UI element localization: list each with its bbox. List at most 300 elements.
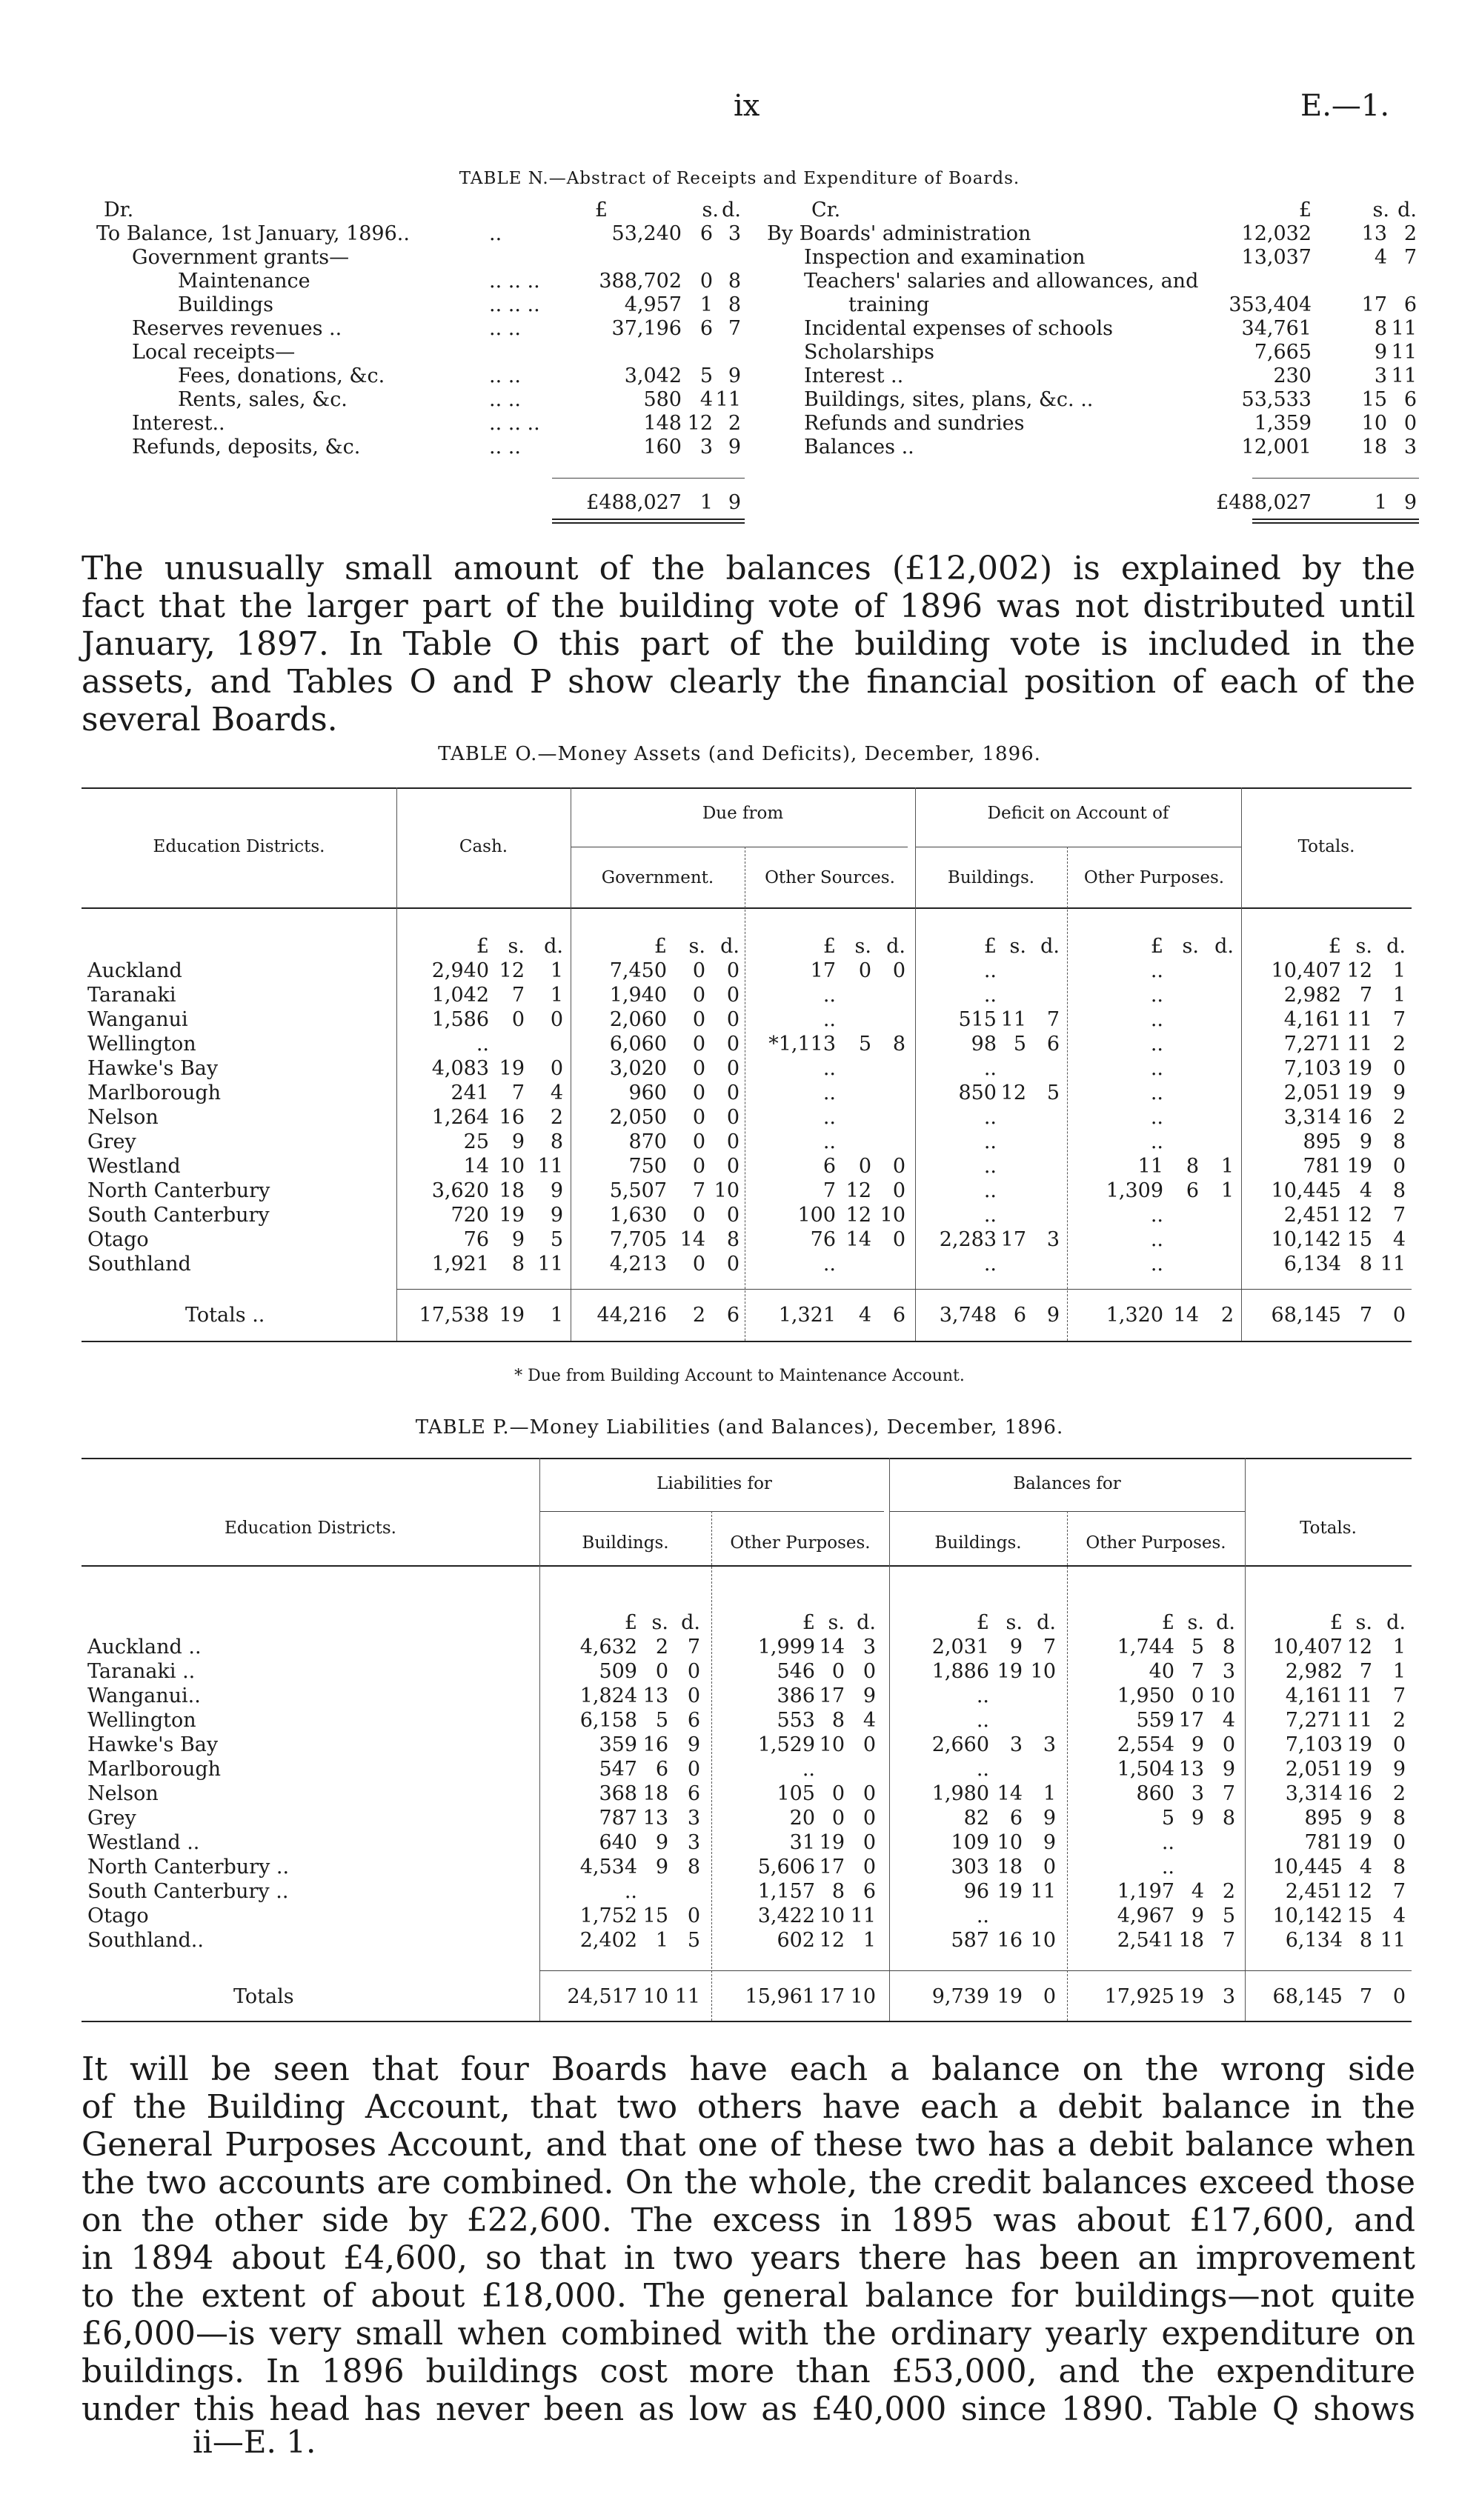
table-p-cell-lo-pounds: 1,999 — [757, 1636, 815, 1659]
table-p-cell-lb-pence: 5 — [687, 1929, 700, 1952]
table-p-cell-lo-shillings: 19 — [819, 1831, 845, 1854]
table-o-cell-total-pounds: 895 — [1303, 1130, 1341, 1153]
table-o-cell-gov-pence: 0 — [726, 959, 740, 982]
table-o-cell-total-pence: 8 — [1392, 1130, 1406, 1153]
table-p-total-bo-pounds: 17,925 — [1104, 1985, 1174, 2008]
dr-row-dots: .. .. — [489, 388, 521, 411]
table-o-cell-gov-pence: 0 — [726, 1057, 740, 1080]
dr-row-label: Buildings — [178, 293, 273, 316]
table-o-title: TABLE O.—Money Assets (and Deficits), December, 1896. — [438, 743, 1041, 765]
table-o-cell-cash-pounds: 720 — [451, 1204, 489, 1227]
table-row-district: North Canterbury .. — [87, 1856, 290, 1879]
table-p-cell-lb-pence: 7 — [687, 1636, 700, 1659]
table-o-cell-other-pence: 0 — [892, 959, 905, 982]
table-p-cell-bb-pounds: 1,886 — [931, 1660, 989, 1683]
table-row-district: Nelson — [87, 1106, 159, 1129]
table-o-cell-gov-pounds: 2,060 — [609, 1008, 667, 1031]
cr-row-shillings: 8 — [1374, 317, 1387, 340]
table-o-cell-gov-pence: 0 — [726, 1204, 740, 1227]
dr-row-pence: 8 — [728, 270, 741, 293]
table-p-cell-lo-shillings: 8 — [831, 1880, 845, 1903]
table-p-cell-lb-shillings: 5 — [655, 1709, 668, 1732]
dr-row-dots: .. .. .. — [489, 270, 540, 293]
dr-row-pounds: 4,957 — [624, 293, 682, 316]
currency-header-shillings: s. — [1006, 1611, 1023, 1634]
table-p-cell-lb-shillings: 16 — [642, 1733, 668, 1756]
table-p-cell-lo-shillings: 10 — [819, 1904, 845, 1927]
table-p-cell-lo-shillings: 17 — [819, 1856, 845, 1879]
table-p-cell-lb-pounds: .. — [624, 1880, 637, 1903]
table-p-cell-lo-pounds: .. — [802, 1758, 815, 1781]
table-o-cell-gov-pounds: 6,060 — [609, 1033, 667, 1056]
dr-row-dots: .. .. — [489, 364, 521, 387]
table-o-cell-total-pence: 0 — [1392, 1155, 1406, 1178]
currency-header-pence: d. — [1386, 1611, 1406, 1634]
table-p-total-lb-shillings: 10 — [642, 1985, 668, 2008]
table-p-cell-total-shillings: 11 — [1346, 1709, 1372, 1732]
table-p-total-bb-pence: 0 — [1043, 1985, 1056, 2008]
table-o-cell-cash-shillings: 0 — [511, 1008, 525, 1031]
table-p-cell-total-pence: 0 — [1392, 1733, 1406, 1756]
table-o-cell-total-pence: 4 — [1392, 1228, 1406, 1251]
currency-header-pence: d. — [1040, 935, 1060, 958]
table-o-total-total-pence: 0 — [1392, 1304, 1406, 1327]
header-buildings: Buildings. — [582, 1533, 669, 1553]
table-p-cell-total-pence: 2 — [1392, 1709, 1406, 1732]
dr-row-shillings: 0 — [699, 270, 713, 293]
currency-header-shillings: s. — [1182, 935, 1199, 958]
currency-header-shillings: s. — [1355, 935, 1372, 958]
table-o-cell-gov-pounds: 3,020 — [609, 1057, 667, 1080]
table-o-cell-build-pence: 7 — [1046, 1008, 1060, 1031]
table-o-cell-other-pence: 8 — [892, 1033, 905, 1056]
table-o-cell-cash-pounds: 25 — [463, 1130, 489, 1153]
table-o-cell-gov-shillings: 0 — [692, 1204, 705, 1227]
table-p-cell-lb-pence: 0 — [687, 1684, 700, 1707]
dr-row-pence: 9 — [728, 436, 741, 459]
table-p-cell-lo-pounds: 31 — [789, 1831, 815, 1854]
table-p-cell-bb-pence: 11 — [1030, 1880, 1056, 1903]
table-p-cell-total-shillings: 4 — [1359, 1856, 1372, 1879]
table-o-cell-gov-shillings: 0 — [692, 1057, 705, 1080]
table-p-cell-bo-shillings: 18 — [1178, 1929, 1204, 1952]
cr-row-pounds: 1,359 — [1254, 412, 1312, 435]
cr-row-pence: 2 — [1403, 222, 1417, 245]
table-o-cell-gov-pence: 0 — [726, 984, 740, 1007]
table-p-cell-lo-pence: 1 — [863, 1929, 876, 1952]
table-row-district: South Canterbury — [87, 1204, 270, 1227]
dr-row-pence: 8 — [728, 293, 741, 316]
table-o-total-gov-pence: 6 — [726, 1304, 740, 1327]
table-o-cell-total-shillings: 12 — [1346, 959, 1372, 982]
table-p-cell-bb-shillings: 14 — [997, 1782, 1023, 1805]
table-o-bottom-rule — [82, 1341, 1412, 1342]
table-p-cell-bo-pounds: 860 — [1136, 1782, 1174, 1805]
cr-row-pence: 0 — [1403, 412, 1417, 435]
table-p-cell-total-pence: 4 — [1392, 1904, 1406, 1927]
header-due-from: Due from — [702, 804, 784, 823]
table-p-cell-lo-pence: 0 — [863, 1831, 876, 1854]
table-o-cell-gov-shillings: 0 — [692, 1253, 705, 1276]
table-p-cell-lb-shillings: 15 — [642, 1904, 668, 1927]
table-p-cell-bo-pounds: 1,744 — [1117, 1636, 1174, 1659]
table-o-cell-gov-pence: 8 — [726, 1228, 740, 1251]
table-p-cell-total-pence: 9 — [1392, 1758, 1406, 1781]
table-o-total-other-pounds: 1,321 — [778, 1304, 836, 1327]
table-p-cell-total-pounds: 781 — [1304, 1831, 1343, 1854]
table-o-cell-build-pounds: .. — [983, 984, 997, 1007]
table-o-total-build-pence: 9 — [1046, 1304, 1060, 1327]
table-p-total-bo-shillings: 19 — [1178, 1985, 1204, 2008]
table-p-cell-lb-pence: 0 — [687, 1904, 700, 1927]
table-p-cell-total-shillings: 16 — [1346, 1782, 1372, 1805]
table-o-cell-otherp-pounds: .. — [1150, 1204, 1163, 1227]
table-o-cell-build-pence: 5 — [1046, 1081, 1060, 1104]
table-p-cell-total-shillings: 8 — [1359, 1929, 1372, 1952]
cr-row-pence: 6 — [1403, 293, 1417, 316]
table-n-title: TABLE N.—Abstract of Receipts and Expenditure of Boards. — [459, 169, 1020, 188]
table-p-cell-total-pounds: 10,407 — [1272, 1636, 1343, 1659]
table-p-cell-lo-shillings: 8 — [831, 1709, 845, 1732]
table-o-cell-build-pounds: .. — [983, 1253, 997, 1276]
table-p-total-lo-pence: 10 — [850, 1985, 876, 2008]
table-o-cell-total-pounds: 2,451 — [1283, 1204, 1341, 1227]
table-o-cell-cash-pounds: .. — [476, 1033, 489, 1056]
dr-total-pounds: £488,027 — [586, 491, 682, 514]
table-p-cell-lb-shillings: 9 — [655, 1856, 668, 1879]
dr-row-dots: .. .. .. — [489, 412, 540, 435]
table-o-cell-gov-shillings: 0 — [692, 1106, 705, 1129]
cr-total-shillings: 1 — [1374, 491, 1387, 514]
table-o-cell-gov-shillings: 0 — [692, 984, 705, 1007]
table-p-cell-bo-pounds: 5 — [1161, 1807, 1174, 1830]
table-o-cell-gov-pounds: 7,705 — [609, 1228, 667, 1251]
table-row-district: Wellington — [87, 1709, 196, 1732]
table-o-cell-build-pence: 3 — [1046, 1228, 1060, 1251]
table-o-cell-total-pence: 11 — [1380, 1253, 1406, 1276]
table-o-cell-cash-pounds: 1,042 — [431, 984, 489, 1007]
table-p-cell-bo-pounds: 4,967 — [1117, 1904, 1174, 1927]
table-p-cell-lb-pounds: 368 — [599, 1782, 637, 1805]
cr-row-pounds: 53,533 — [1241, 388, 1312, 411]
table-p-cell-lb-pence: 0 — [687, 1758, 700, 1781]
table-p-cell-lo-pounds: 386 — [777, 1684, 815, 1707]
table-o-cell-other-shillings: 0 — [858, 959, 871, 982]
table-o-total-otherp-shillings: 14 — [1173, 1304, 1199, 1327]
table-o-cell-cash-shillings: 9 — [511, 1130, 525, 1153]
table-p-cell-lo-shillings: 0 — [831, 1660, 845, 1683]
table-o-cell-build-pence: 6 — [1046, 1033, 1060, 1056]
currency-header-shillings: s. — [828, 1611, 845, 1634]
table-o-total-gov-shillings: 2 — [692, 1304, 705, 1327]
table-row-district: Hawke's Bay — [87, 1057, 219, 1080]
table-o-cell-total-shillings: 11 — [1346, 1008, 1372, 1031]
table-row-district: Otago — [87, 1904, 149, 1927]
table-o-cell-cash-pence: 0 — [550, 1057, 563, 1080]
header-deficit: Deficit on Account of — [987, 804, 1169, 823]
table-o-cell-total-shillings: 9 — [1359, 1130, 1372, 1153]
table-o-cell-cash-shillings: 8 — [511, 1253, 525, 1276]
table-o-cell-total-shillings: 15 — [1346, 1228, 1372, 1251]
table-p-title: TABLE P.—Money Liabilities (and Balances), December, 1896. — [415, 1416, 1064, 1439]
table-p-cell-lb-shillings: 0 — [655, 1660, 668, 1683]
table-p-cell-lb-pounds: 359 — [599, 1733, 637, 1756]
table-p-cell-bb-shillings: 18 — [997, 1856, 1023, 1879]
table-p-cell-lo-pence: 9 — [863, 1684, 876, 1707]
table-o-cell-other-shillings: 12 — [845, 1179, 871, 1202]
currency-header-pounds: £ — [822, 935, 836, 958]
dr-row-pounds: 160 — [643, 436, 682, 459]
table-p-total-lb-pence: 11 — [674, 1985, 700, 2008]
table-o-cell-total-shillings: 19 — [1346, 1057, 1372, 1080]
table-o-cell-cash-pounds: 14 — [463, 1155, 489, 1178]
dr-row-pounds: 388,702 — [599, 270, 682, 293]
cr-row-shillings: 3 — [1374, 364, 1387, 387]
table-o-cell-total-pence: 2 — [1392, 1033, 1406, 1056]
table-p-cell-bo-pence: 2 — [1222, 1880, 1235, 1903]
table-o-cell-cash-pounds: 3,620 — [431, 1179, 489, 1202]
table-o-cell-otherp-pounds: .. — [1150, 984, 1163, 1007]
table-p-totals-rule — [539, 1970, 1412, 1971]
table-p-cell-bo-shillings: 5 — [1191, 1636, 1204, 1659]
table-p-cell-lo-pence: 11 — [850, 1904, 876, 1927]
table-o-cell-cash-shillings: 9 — [511, 1228, 525, 1251]
table-p-top-rule — [82, 1458, 1412, 1459]
table-p-cell-total-pence: 7 — [1392, 1880, 1406, 1903]
paragraph_1-line: fact that the larger part of the building vote of 1896 was not distributed until — [82, 587, 1415, 625]
cr-row-label: Scholarships — [804, 341, 934, 364]
table-o-top-rule — [82, 787, 1412, 789]
table-o-cell-otherp-pence: 1 — [1220, 1155, 1234, 1178]
dr-row-label: Interest.. — [132, 412, 225, 435]
cr-header-pounds: £ — [1298, 199, 1312, 221]
table-o-total-build-shillings: 6 — [1013, 1304, 1026, 1327]
table-o-cell-total-pounds: 7,103 — [1283, 1057, 1341, 1080]
dr-row-pounds: 3,042 — [624, 364, 682, 387]
table-p-cell-bo-pounds: 1,504 — [1117, 1758, 1174, 1781]
table-p-cell-lb-shillings: 13 — [642, 1684, 668, 1707]
table-o-total-total-pounds: 68,145 — [1271, 1304, 1341, 1327]
dr-row-label: To Balance, 1st January, 1896.. — [96, 222, 410, 245]
table-p-cell-bb-pence: 3 — [1043, 1733, 1056, 1756]
cr-row-label: Buildings, sites, plans, &c. .. — [804, 388, 1094, 411]
table-p-cell-total-pounds: 2,982 — [1285, 1660, 1343, 1683]
table-o-cell-other-pounds: .. — [822, 1081, 836, 1104]
paragraph_2-line: in 1894 about £4,600, so that in two years there has been an improvement — [82, 2239, 1415, 2277]
table-o-cell-cash-pence: 11 — [537, 1253, 563, 1276]
table-o-total-build-pounds: 3,748 — [939, 1304, 997, 1327]
table-o-cell-other-pounds: *1,113 — [768, 1033, 836, 1056]
table-o-cell-build-pounds: .. — [983, 959, 997, 982]
dr-row-shillings: 1 — [699, 293, 713, 316]
cr-row-shillings: 9 — [1374, 341, 1387, 364]
table-o-cell-gov-pounds: 4,213 — [609, 1253, 667, 1276]
cr-label: Cr. — [811, 199, 841, 221]
table-o-cell-gov-pounds: 750 — [628, 1155, 667, 1178]
table-p-cell-lo-shillings: 14 — [819, 1636, 845, 1659]
header-balances: Balances for — [1013, 1474, 1121, 1493]
table-o-cell-cash-shillings: 19 — [499, 1057, 525, 1080]
dr-total-rule-bottom — [552, 519, 745, 520]
table-o-cell-other-pounds: 17 — [810, 959, 836, 982]
table-p-cell-bo-pence: 9 — [1222, 1758, 1235, 1781]
currency-header-pounds: £ — [624, 1611, 637, 1634]
table-o-cell-total-pounds: 7,271 — [1283, 1033, 1341, 1056]
table-o-col-divider — [1067, 847, 1068, 1341]
table-o-cell-cash-shillings: 19 — [499, 1204, 525, 1227]
table-p-cell-bb-pence: 1 — [1043, 1782, 1056, 1805]
table-p-cell-total-shillings: 12 — [1346, 1880, 1372, 1903]
cr-row-pence: 11 — [1391, 364, 1417, 387]
table-o-cell-build-pounds: 850 — [958, 1081, 997, 1104]
table-o-cell-gov-pence: 0 — [726, 1155, 740, 1178]
currency-header-pounds: £ — [983, 935, 997, 958]
table-o-cell-total-pence: 7 — [1392, 1204, 1406, 1227]
table-row-district: Wellington — [87, 1033, 196, 1056]
cr-row-pence: 3 — [1403, 436, 1417, 459]
table-p-cell-bb-pence: 10 — [1030, 1929, 1056, 1952]
table-p-cell-bb-pence: 7 — [1043, 1636, 1056, 1659]
table-p-cell-total-pence: 8 — [1392, 1856, 1406, 1879]
table-o-footnote: * Due from Building Account to Maintenance Account. — [514, 1367, 965, 1385]
table-p-cell-total-pence: 11 — [1380, 1929, 1406, 1952]
table-o-cell-cash-pounds: 1,586 — [431, 1008, 489, 1031]
cr-row-pence: 7 — [1403, 246, 1417, 269]
table-o-cell-gov-pence: 0 — [726, 1130, 740, 1153]
cr-row-shillings: 13 — [1361, 222, 1387, 245]
table-p-cell-bo-shillings: 17 — [1178, 1709, 1204, 1732]
table-o-cell-gov-shillings: 14 — [679, 1228, 705, 1251]
cr-row-pounds: 353,404 — [1229, 293, 1312, 316]
table-p-cell-total-pounds: 3,314 — [1285, 1782, 1343, 1805]
table-p-cell-bb-pounds: .. — [976, 1904, 989, 1927]
table-p-cell-lo-pounds: 3,422 — [757, 1904, 815, 1927]
cr-row-pounds: 34,761 — [1241, 317, 1312, 340]
table-o-cell-other-shillings: 14 — [845, 1228, 871, 1251]
table-o-cell-otherp-pence: 1 — [1220, 1179, 1234, 1202]
table-o-cell-total-pounds: 781 — [1303, 1155, 1341, 1178]
table-o-cell-total-pounds: 10,142 — [1271, 1228, 1341, 1251]
table-p-cell-bo-shillings: 9 — [1191, 1733, 1204, 1756]
table-row-district: Auckland — [87, 959, 182, 982]
table-p-cell-lo-pence: 4 — [863, 1709, 876, 1732]
table-p-cell-lo-shillings: 12 — [819, 1929, 845, 1952]
dr-row-pounds: 53,240 — [611, 222, 682, 245]
table-p-cell-lo-shillings: 10 — [819, 1733, 845, 1756]
table-p-total-bb-shillings: 19 — [997, 1985, 1023, 2008]
table-p-cell-lb-shillings: 9 — [655, 1831, 668, 1854]
table-o-cell-cash-shillings: 7 — [511, 984, 525, 1007]
table-o-cell-total-pence: 1 — [1392, 984, 1406, 1007]
table-o-cell-total-pence: 1 — [1392, 959, 1406, 982]
table-o-cell-otherp-shillings: 6 — [1186, 1179, 1199, 1202]
table-p-cell-lb-pounds: 509 — [599, 1660, 637, 1683]
dr-row-shillings: 6 — [699, 222, 713, 245]
table-row-district: Marlborough — [87, 1081, 222, 1104]
table-o-cell-build-pounds: .. — [983, 1057, 997, 1080]
table-p-cell-bo-pence: 0 — [1222, 1733, 1235, 1756]
table-row-district: Taranaki — [87, 984, 176, 1007]
cr-row-pounds: 7,665 — [1254, 341, 1312, 364]
header-other-purposes: Other Purposes. — [1086, 1533, 1226, 1553]
currency-header-pence: d. — [544, 935, 563, 958]
currency-header-pence: d. — [720, 935, 740, 958]
cr-row-pence: 6 — [1403, 388, 1417, 411]
table-p-cell-lo-pence: 0 — [863, 1856, 876, 1879]
table-p-cell-total-shillings: 15 — [1346, 1904, 1372, 1927]
table-row-district: Westland — [87, 1155, 181, 1178]
table-o-cell-cash-pounds: 1,921 — [431, 1253, 489, 1276]
table-o-cell-otherp-pounds: .. — [1150, 1057, 1163, 1080]
header-buildings: Buildings. — [947, 868, 1035, 887]
table-o-cell-otherp-pounds: .. — [1150, 959, 1163, 982]
cr-total-rule-bottom2 — [1252, 522, 1419, 524]
table-row-district: North Canterbury — [87, 1179, 270, 1202]
table-row-district: Auckland .. — [87, 1636, 202, 1659]
table-p-col-divider — [1245, 1458, 1246, 2021]
table-p-cell-bb-pounds: 1,980 — [931, 1782, 989, 1805]
currency-header-pence: d. — [1214, 935, 1234, 958]
table-p-cell-bo-pounds: 1,197 — [1117, 1880, 1174, 1903]
table-row-district: Southland.. — [87, 1929, 204, 1952]
table-o-cell-build-shillings: 17 — [1000, 1228, 1026, 1251]
table-p-cell-total-pounds: 10,142 — [1272, 1904, 1343, 1927]
table-row-district: Wanganui.. — [87, 1684, 201, 1707]
table-o-cell-cash-pence: 9 — [550, 1204, 563, 1227]
cr-total-pence: 9 — [1403, 491, 1417, 514]
table-o-total-cash-pence: 1 — [550, 1304, 563, 1327]
table-o-cell-total-pence: 2 — [1392, 1106, 1406, 1129]
table-o-cell-other-pounds: 100 — [797, 1204, 836, 1227]
table-p-cell-bb-shillings: 3 — [1009, 1733, 1023, 1756]
table-o-cell-gov-shillings: 0 — [692, 1155, 705, 1178]
table-o-total-gov-pounds: 44,216 — [596, 1304, 667, 1327]
table-p-cell-lo-pounds: 1,529 — [757, 1733, 815, 1756]
table-p-total-total-pence: 0 — [1392, 1985, 1406, 2008]
cr-row-pence: 11 — [1391, 341, 1417, 364]
table-o-cell-total-shillings: 19 — [1346, 1081, 1372, 1104]
table-p-cell-total-shillings: 19 — [1346, 1733, 1372, 1756]
paragraph_2-line: the two accounts are combined. On the whole, the credit balances exceed those — [82, 2164, 1415, 2201]
table-p-total-bb-pounds: 9,739 — [931, 1985, 989, 2008]
table-o-cell-total-shillings: 16 — [1346, 1106, 1372, 1129]
table-o-cell-other-pounds: .. — [822, 984, 836, 1007]
table-o-cell-otherp-shillings: 8 — [1186, 1155, 1199, 1178]
table-o-cell-otherp-pounds: .. — [1150, 1033, 1163, 1056]
table-p-cell-bb-pounds: 96 — [963, 1880, 989, 1903]
currency-header-shillings: s. — [688, 935, 705, 958]
table-row-district: Southland — [87, 1253, 191, 1276]
table-o-cell-build-pounds: 98 — [971, 1033, 997, 1056]
table-o-cell-cash-pounds: 2,940 — [431, 959, 489, 982]
table-p-cell-bb-pounds: 303 — [951, 1856, 989, 1879]
table-p-cell-bb-pence: 0 — [1043, 1856, 1056, 1879]
table-p-cell-bb-shillings: 19 — [997, 1880, 1023, 1903]
table-o-cell-other-pounds: 6 — [822, 1155, 836, 1178]
table-o-cell-build-pounds: .. — [983, 1106, 997, 1129]
table-row-district: Nelson — [87, 1782, 159, 1805]
currency-header-pence: d. — [886, 935, 905, 958]
header-totals: Totals. — [1300, 1519, 1357, 1538]
currency-header-shillings: s. — [1355, 1611, 1372, 1634]
cr-row-pounds: 12,001 — [1241, 436, 1312, 459]
table-p-cell-lo-pence: 6 — [863, 1880, 876, 1903]
table-p-cell-bb-shillings: 10 — [997, 1831, 1023, 1854]
table-o-total-other-pence: 6 — [892, 1304, 905, 1327]
table-p-cell-total-pence: 0 — [1392, 1831, 1406, 1854]
table-p-cell-total-pounds: 7,103 — [1285, 1733, 1343, 1756]
dr-row-shillings: 4 — [699, 388, 713, 411]
